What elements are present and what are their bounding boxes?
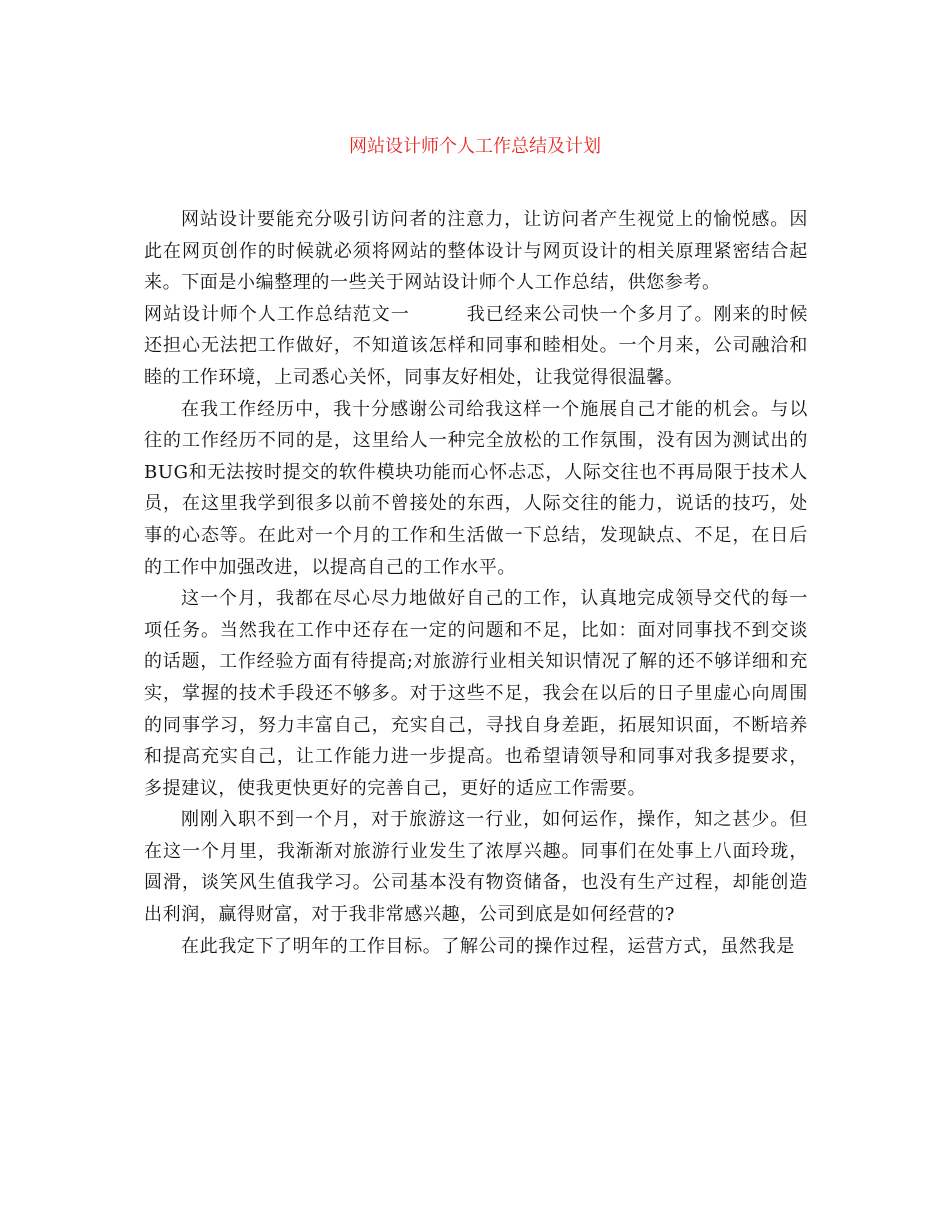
paragraph-experience: 在我工作经历中，我十分感谢公司给我这样一个施展自己才能的机会。与以往的工作经历不同的是，这里给人一种完全放松的工作氛围，没有因为测试出的BUG和无法按时提交的软件模块功能而心怀忐忑，人际交往也不再局限于技术人员，在这里我学到很多以前不曾接处的东西，人际交往的能力，说话的技巧，处事的心态等。在此对一个月的工作和生活做一下总结，发现缺点、不足，在日后的工作中加强改进，以提高自己的工作水平。 xyxy=(144,398,808,578)
paragraph-goals: 在此我定下了明年的工作目标。了解公司的操作过程，运营方式，虽然我是 xyxy=(181,935,795,957)
document-body xyxy=(144,204,808,962)
document-title: 网站设计师个人工作总结及计划 xyxy=(349,136,601,157)
paragraph-sample-heading: 网站设计师个人工作总结范文一 我已经来公司快一个多月了。刚来的时候还担心无法把工作做好，不知道该怎样和同事和睦相处。一个月来，公司融洽和睦的工作环境，上司悉心关怀，同事友好相处，让我觉得很温馨。 xyxy=(144,303,808,388)
paragraph-industry-interest: 刚刚入职不到一个月，对于旅游这一行业，如何运作，操作，知之甚少。但在这一个月里，我渐渐对旅游行业发生了浓厚兴趣。同事们在处事上八面玲珑，圆滑，谈笑风生值我学习。公司基本没有物资储备，也没有生产过程，却能创造出利润，赢得财富，对于我非常感兴趣，公司到底是如何经营的? xyxy=(144,809,808,926)
paragraph-month-review: 这一个月，我都在尽心尽力地做好自己的工作，认真地完成领导交代的每一项任务。当然我在工作中还存在一定的问题和不足，比如：面对同事找不到交谈的话题，工作经验方面有待提高;对旅游行业相关知识情况了解的还不够详细和充实，掌握的技术手段还不够多。对于这些不足，我会在以后的日子里虚心向周围的同事学习，努力丰富自己，充实自己，寻找自身差距，拓展知识面，不断培养和提高充实自己，让工作能力进一步提高。也希望请领导和同事对我多提要求，多提建议，使我更快更好的完善自己，更好的适应工作需要。 xyxy=(144,588,808,799)
paragraph-intro: 网站设计要能充分吸引访问者的注意力，让访问者产生视觉上的愉悦感。因此在网页创作的时候就必须将网站的整体设计与网页设计的相关原理紧密结合起来。下面是小编整理的一些关于网站设计师个人工作总结，供您参考。 xyxy=(144,209,808,294)
